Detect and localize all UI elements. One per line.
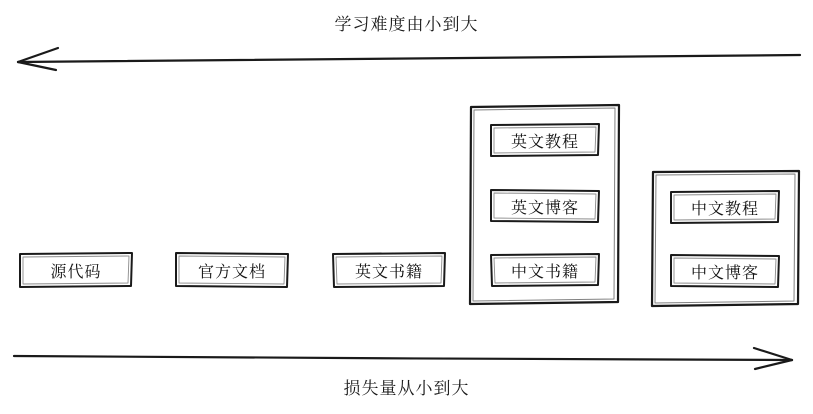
node-label: 英文教程 <box>510 133 579 151</box>
bottom-axis-label: 损失量从小到大 <box>343 379 470 398</box>
node-label: 英文博客 <box>510 199 579 217</box>
top-axis-label: 学习难度由小到大 <box>334 15 479 34</box>
node-label: 中文博客 <box>690 264 759 282</box>
node-label: 中文教程 <box>690 200 759 218</box>
node-english-tutorial[interactable] <box>489 122 601 158</box>
node-chinese-tutorial[interactable] <box>669 189 781 225</box>
node-label: 源代码 <box>50 263 102 281</box>
node-chinese-blog[interactable] <box>669 253 781 289</box>
node-english-blog[interactable] <box>489 188 601 224</box>
node-official-docs[interactable] <box>174 251 290 289</box>
node-label: 官方文档 <box>197 263 266 281</box>
top-arrow-left <box>0 32 813 72</box>
node-english-books[interactable] <box>331 251 447 289</box>
node-label: 英文书籍 <box>354 263 423 281</box>
bottom-arrow-right <box>0 338 813 378</box>
node-label: 中文书籍 <box>510 263 579 281</box>
node-chinese-books[interactable] <box>489 252 601 288</box>
node-source-code[interactable] <box>18 251 134 289</box>
